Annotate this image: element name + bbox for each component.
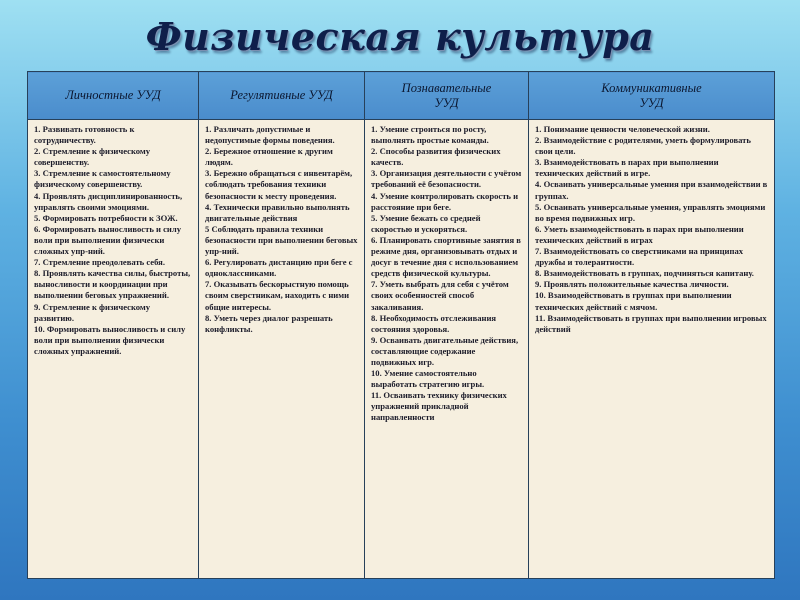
list-item: 5. Формировать потребности к ЗОЖ. <box>34 212 178 223</box>
table-header-row <box>28 72 775 120</box>
list-item: 2. Взаимодействие с родителями, уметь формулировать свои цели. <box>535 135 751 157</box>
header-personal-uud <box>28 72 199 120</box>
list-item: 9. Проявлять положительные качества личности. <box>535 279 729 290</box>
list-item: 3. Бережно обращаться с инвентарём, соблюдать требования техники безопасности к месту проведения. <box>205 168 353 201</box>
list-item: 6. Регулировать дистанцию при беге с одноклассниками. <box>205 257 353 279</box>
list-item: 6. Планировать спортивные занятия в режиме дня, организовывать отдых и досуг в течение дня с использованием средств физической культуры. <box>371 234 521 279</box>
list-item: 6. Уметь взаимодействовать в парах при выполнении технических действий в играх <box>535 223 744 245</box>
list-item: 8. Проявлять качества силы, быстроты, выносливости и координации при выполнении беговых упражнений. <box>34 268 191 301</box>
list-item: 1. Развивать готовность к сотрудничеству. <box>34 124 135 146</box>
list-item: 8. Необходимость отслеживания состояния здоровья. <box>371 312 497 334</box>
list-item: 6. Формировать выносливость и силу воли при выполнении физически сложных упр-ний. <box>34 223 181 257</box>
cell-communicative-uud <box>529 120 775 579</box>
list-item: 7. Взаимодействовать со сверстниками на принципах дружбы и толерантности. <box>535 246 744 268</box>
header-regulatory-uud <box>199 72 365 120</box>
uud-table <box>27 71 775 579</box>
header-cognitive-uud <box>365 72 529 120</box>
list-item: 11. Взаимодействовать в группах при выполнении игровых действий <box>535 312 767 334</box>
list-item: 1. Умение строиться по росту, выполнять простые команды. <box>371 124 489 146</box>
list-item: 7. Стремление преодолевать себя. <box>34 257 165 268</box>
communicative-uud-list <box>535 124 768 335</box>
page-title: Физическая культура <box>145 14 655 59</box>
cell-regulatory-uud <box>199 120 365 579</box>
list-item: 10. Взаимодействовать в группах при выполнении технических действий с мячом. <box>535 290 732 312</box>
list-item: 11. Осваивать технику физических упражнений прикладной направленности <box>371 390 507 423</box>
list-item: 1. Понимание ценности человеческой жизни. <box>535 124 710 134</box>
list-item: 9. Стремление к физическому развитию. <box>34 301 151 323</box>
list-item: 4. Умение контролировать скорость и расстояние при беге. <box>371 190 519 212</box>
cell-personal-uud <box>28 120 199 579</box>
list-item: 2. Бережное отношение к другим людям. <box>205 146 333 168</box>
cell-cognitive-uud <box>365 120 529 579</box>
list-item: 3. Взаимодействовать в парах при выполнении технических действий в игре. <box>535 157 719 179</box>
cognitive-uud-list <box>371 124 522 424</box>
personal-uud-list <box>34 124 192 357</box>
list-item: 9. Осваивать двигательные действия, составляющие содержание подвижных игр. <box>371 334 519 367</box>
list-item: 10. Умение самостоятельно выработать стратегию игры. <box>371 368 485 390</box>
list-item: 4. Технически правильно выполнять двигательные действия <box>205 201 350 223</box>
list-item: 5. Умение бежать со средней скоростью и ускоряться. <box>371 212 481 234</box>
header-label: Регулятивные УУД <box>230 88 333 102</box>
list-item: 8. Взаимодействовать в группах, подчиняться капитану. <box>535 268 754 279</box>
regulatory-uud-list <box>205 124 358 335</box>
list-item: 3. Организация деятельности с учётом требований её безопасности. <box>371 168 522 190</box>
list-item: 3. Стремление к самостоятельному физическому совершенству. <box>34 168 171 190</box>
list-item: 5 Соблюдать правила техники безопасности при выполнении беговых упр-ний. <box>205 223 358 257</box>
list-item: 2. Стремление к физическому совершенству. <box>34 146 151 168</box>
list-item: 4. Осваивать универсальные умения при взаимодействии в группах. <box>535 179 768 201</box>
table-body-row <box>28 120 775 579</box>
list-item: 7. Оказывать бескорыстную помощь своим сверстникам, находить с ними общие интересы. <box>205 279 350 312</box>
list-item: 4. Проявлять дисциплинированность, управлять своими эмоциями. <box>34 190 183 212</box>
header-label: Личностные УУД <box>65 88 161 102</box>
list-item: 5. Осваивать универсальные умения, управлять эмоциями во время подвижных игр. <box>535 201 766 223</box>
header-label: Коммуникативные УУД <box>601 80 702 110</box>
list-item: 8. Уметь через диалог разрешать конфликты. <box>205 312 333 334</box>
list-item: 2. Способы развития физических качеств. <box>371 146 501 168</box>
list-item: 7. Уметь выбрать для себя с учётом своих особенностей способ закаливания. <box>371 279 509 312</box>
header-communicative-uud <box>529 72 775 120</box>
list-item: 1. Различать допустимые и недопустимые формы поведения. <box>205 124 335 146</box>
list-item: 10. Формировать выносливость и силу воли при выполнении физически сложных упражнений. <box>34 323 186 356</box>
header-label: Познавательные УУД <box>401 80 492 110</box>
